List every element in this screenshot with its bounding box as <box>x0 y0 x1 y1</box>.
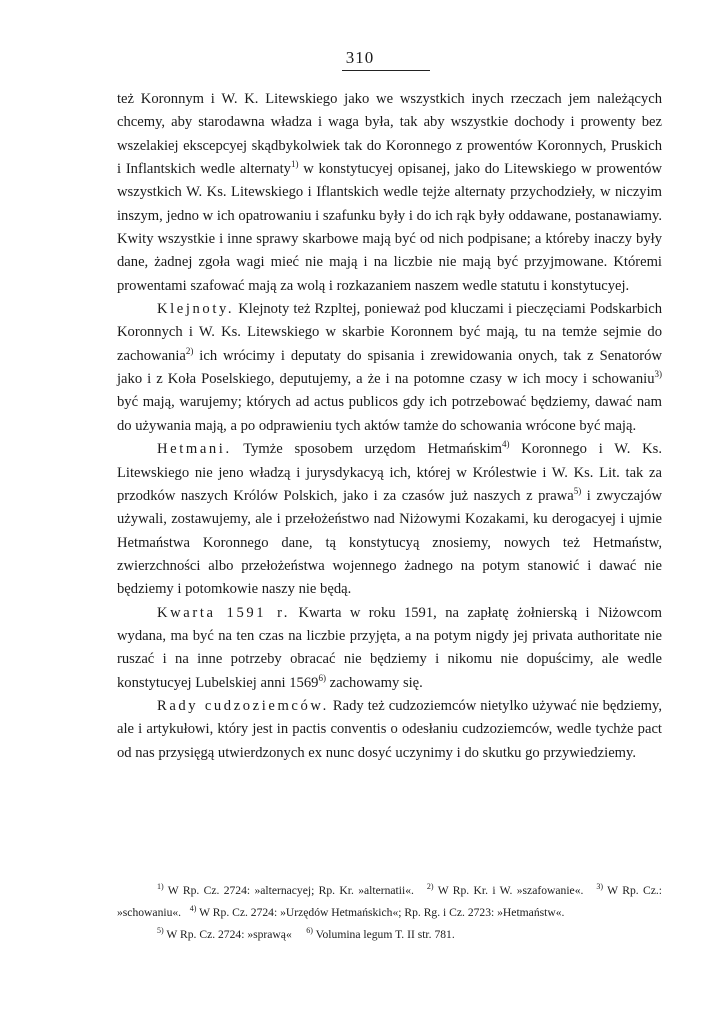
section-heading-klejnoty: Klejnoty. <box>157 301 235 318</box>
paragraph-text: Tymże sposobem urzędom Hetmańskim <box>231 441 503 458</box>
section-heading-kwarta: Kwarta 1591 r. <box>157 604 291 621</box>
footnote-number: 5 <box>157 926 161 936</box>
body-text <box>117 88 662 765</box>
paragraph-text: Koronnego i W. Ks. Litewskiego nie jeno władzą i jurysdykacyą ich, której w Królestwie i W. Ks. Lit. tak za przodków naszych Królów Polskich, jako i za czasów już naszych z prawa <box>117 441 662 504</box>
footnote-ref: 1) <box>290 159 299 170</box>
footnote-3: W Rp. Cz.: »schowaniu«. <box>117 884 662 919</box>
footnote-line <box>117 880 662 924</box>
paragraph-text: być mają, warujemy; których ad actus publicos gdy ich potrzebować będziemy, dawać nam do używania mają, a po odprawieniu tych aktów tamże do schowania wrócone być mają. <box>117 394 662 434</box>
footnote-2: W Rp. Kr. i W. »szafowanie«. <box>437 884 584 897</box>
footnote-marker: 3) <box>596 882 604 892</box>
footnote-ref-number: 2 <box>185 345 191 356</box>
footnote-ref-number: 4 <box>502 439 507 450</box>
footnote-ref-number: 1 <box>290 159 296 170</box>
paragraph-text: w konstytucyej opisanej, jako do Litewskiego w prowentów wszystkich W. Ks. Litewskiego i Iflantskich wedle tejże alternaty przychodzieły, w niczyim inszym, jedno w ich opatrowaniu i szafunku były i do ich rąk były oddawane, postanawiamy. Kwity wszystkie i inne sprawy skarbowe mają być od nich podpisane; a któreby inaczy były dane, żadnej zgoła wagi mieć nie mają i na liczbie nie mają być przyjmowane. Któremi prowentami szafować mają za wolą i rozkazaniem naszem wedle statutu i konstytucyej. <box>117 161 662 294</box>
footnote-number: 3 <box>596 882 601 892</box>
paragraph-text: Rady też cudzoziemców nietylko używać nie będziemy, ale i artykułowi, który jest in pactis conventis o odesłaniu cudzoziemców, wedle tychże pact od nas przysięgą utwierdzonych ex nunc dosyć uczynimy i do skutku go przywiedziemy. <box>117 697 662 761</box>
footnote-ref-number: 3 <box>654 369 659 380</box>
footnote-number: 1 <box>157 882 161 892</box>
footnote-marker: 6) <box>306 926 313 936</box>
paragraph-text: i zwyczajów używali, zostawujemy, ale i przełożeństwo nad Niżowymi Kozakami, ku derogacyej i ujmie Hetmaństwa Koronnego dane, tą konstytucyą znosiemy, nowych też Hetmaństw, zwierzchności albo przełożeństwa wojennego żadnego na potym stanowić i dawać nie będziemy i potomkowie naszy nie będą. <box>117 487 662 598</box>
footnote-ref: 6) <box>318 672 326 683</box>
section-heading-hetmani: Hetmani. <box>157 441 232 458</box>
page-number: 310 <box>345 48 375 67</box>
footnote-ref: 3) <box>654 369 662 380</box>
footnote-ref: 4) <box>502 439 510 450</box>
section-heading-rady: Rady cudzoziemców. <box>157 697 329 714</box>
paragraph-klejnoty <box>117 298 662 438</box>
footnote-number: 6 <box>306 926 311 936</box>
footnote-marker: 2) <box>426 882 434 892</box>
footnote-4: W Rp. Cz. 2724: »Urzędów Hetmańskich«; Rp. Rg. i Cz. 2723: »Hetmaństw«. <box>199 906 565 919</box>
footnote-number: 2 <box>426 882 431 892</box>
footnote-5: W Rp. Cz. 2724: »sprawą« <box>166 928 292 941</box>
paragraph-text: też Koronnym i W. K. Litewskiego jako we wszystkich inych rzeczach jem należących chcemy, aby starodawna władza i waga była, tak aby wszystkie dochody i prowenty bez wszelakiej ekscepcyej skądbykolwiek tak do Koronnego z prowentów Koronnych, Pruskich i Inflantskich wedle alternaty <box>117 91 662 178</box>
footnote-number: 4 <box>189 904 194 914</box>
footnote-ref: 2) <box>185 345 194 356</box>
footnote-marker: 5) <box>157 926 164 936</box>
paragraph-text: Klejnoty też Rzpltej, ponieważ pod kluczami i pieczęciami Podskarbich Koronnych i W. Ks. Litewskiego w skarbie Koronnem być mają, tu na temże sejmie do zachowania <box>117 301 662 364</box>
paragraph-rady <box>117 695 662 765</box>
footnote-ref-number: 5 <box>573 485 579 496</box>
footnote-1: W Rp. Cz. 2724: »alternacyej; Rp. Kr. »alternatii«. <box>167 884 414 897</box>
footnote-marker: 1) <box>157 882 164 892</box>
paragraph-text: zachowamy się. <box>325 674 423 691</box>
footnotes <box>117 880 662 946</box>
paragraph-text: Kwarta w roku 1591, na zapłatę żołnierską i Niżowcom wydana, ma być na ten czas na liczbie przyjęta, a na potym nigdy jej privata authoritate nie ruszać i na inne potrzeby obracać nie będziemy i nikomu nie dopuścimy, ale wedle konstytucyej Lubelskiej anni 1569 <box>117 604 662 691</box>
footnote-ref-number: 6 <box>318 672 323 683</box>
paragraph-hetmani <box>117 438 662 601</box>
footnote-ref: 5) <box>573 485 582 496</box>
footnote-line <box>117 924 662 946</box>
header-rule <box>342 70 430 71</box>
paragraph-text: ich wrócimy i deputaty do spisania i zrewidowania onych, tak z Senatorów jako i z Koła Poselskiego, deputujemy, a że i na potomne czasy w ich mocy i schowaniu <box>117 347 662 388</box>
paragraph-kwarta <box>117 602 662 695</box>
paragraph-1 <box>117 88 662 298</box>
footnote-marker: 4) <box>189 904 197 914</box>
footnote-6: Volumina legum T. II str. 781. <box>315 928 455 941</box>
